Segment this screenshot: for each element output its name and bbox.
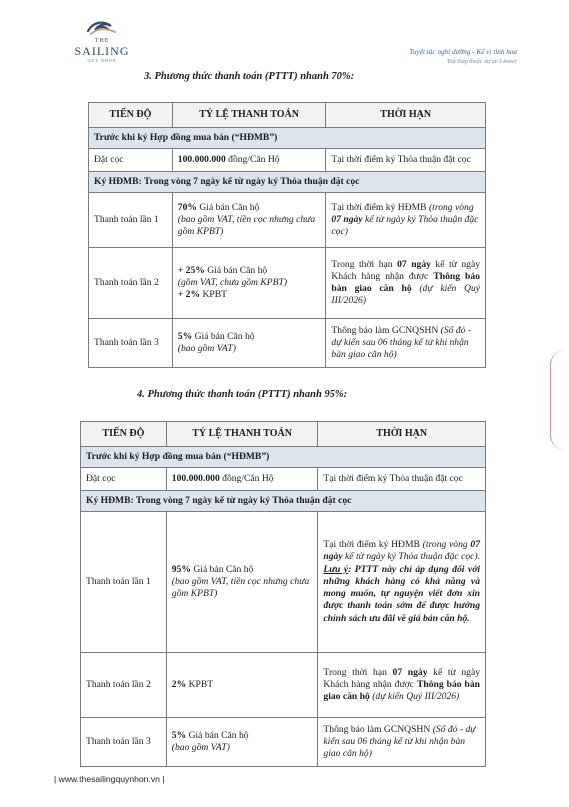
brand-logo [62,18,142,63]
rate-cell: + 25% Giá bán Căn hộ (gồm VAT, chưa gồm KPBT) + 2% KPBT [172,248,326,319]
brand-name: SAILING [74,44,130,58]
pre-contract-row [81,447,486,468]
header-progress: TIẾN ĐỘ [81,422,167,447]
header-rate: TỶ LỆ THANH TOÁN [172,103,326,128]
header-deadline: THỜI HẠN [326,103,486,128]
tagline-line2: Toà tháp thuộc dự án I-tower [446,59,517,65]
deadline-cell: Trong thời hạn 07 ngày kể từ ngày Khách hàng nhận được Thông báo bàn giao căn hộ (dự kiến Quý III/2026) [318,653,486,718]
rate-cell: 5% Giá bán Căn hộ (bao gồm VAT) [172,319,326,368]
section-4-heading: 4. Phương thức thanh toán (PTTT) nhanh 95%: [137,389,348,400]
deadline-cell: Tại thời điểm ký HĐMB (trong vòng 07 ngày kể từ ngày ký Thỏa thuận đặc cọc). Lưu ý: PTTT này chỉ áp dụng đối với những khách hàng có khả năng và mong muốn, tự nguyện viết đơn xin được thanh toán sớm để được hưởng chính sách ưu đãi về giá bán căn hộ. [318,512,486,653]
table-row [89,248,486,319]
table-row [81,512,486,653]
tagline [409,47,517,67]
pre-contract-label: Trước khi ký Hợp đồng mua bán (“HĐMB”) [81,447,486,468]
table-row [89,193,486,248]
deposit-deadline: Tại thời điểm ký Thỏa thuận đặt cọc [318,468,486,491]
stage-label: Thanh toán lần 2 [81,653,167,718]
deposit-stage: Đặt cọc [89,149,173,172]
stage-label: Thanh toán lần 2 [89,248,173,319]
deadline-cell: Thông báo làm GCNQSHN (Sổ đỏ - dự kiến sau 06 tháng kể từ khi nhận bàn giao căn hộ) [326,319,486,368]
payment-table-95 [80,421,486,767]
tagline-line1: Tuyệt tác nghỉ dưỡng - Kế vị tinh hoa [409,48,517,56]
payment-table-70 [88,102,486,368]
sign-contract-row [89,172,486,193]
stage-label: Thanh toán lần 1 [81,512,167,653]
pre-contract-label: Trước khi ký Hợp đồng mua bán (“HĐMB”) [89,128,486,149]
header-rate: TỶ LỆ THANH TOÁN [166,422,318,447]
section-3-heading: 3. Phương thức thanh toán (PTTT) nhanh 70%: [144,71,355,82]
deadline-cell: Tại thời điểm ký HĐMB (trong vòng 07 ngày kể từ ngày ký Thỏa thuận đặc cọc) [326,193,486,248]
sign-contract-label: Ký HĐMB: Trong vòng 7 ngày kể từ ngày ký Thỏa thuận đặt cọc [89,172,486,193]
table-row [89,319,486,368]
stage-label: Thanh toán lần 3 [89,319,173,368]
deposit-deadline: Tại thời điểm ký Thỏa thuận đặt cọc [326,149,486,172]
rate-cell: 95% Giá bán Căn hộ (bao gồm VAT, tiền cọc nhưng chưa gồm KPBT) [166,512,318,653]
sign-contract-label: Ký HĐMB: Trong vòng 7 ngày kể từ ngày ký Thỏa thuận đặt cọc [81,491,486,512]
header-progress: TIẾN ĐỘ [89,103,173,128]
stage-label: Thanh toán lần 1 [89,193,173,248]
wave-logo-icon [85,18,119,38]
stage-label: Thanh toán lần 3 [81,718,167,767]
table-row [81,653,486,718]
brand-the: THE [94,38,110,44]
website-footer[interactable]: | www.thesailingquynhon.vn | [54,774,165,784]
deposit-stage: Đặt cọc [81,468,167,491]
deposit-amount: 100.000.000 đồng/Căn Hộ [166,468,318,491]
sign-contract-row [81,491,486,512]
header-deadline: THỜI HẠN [318,422,486,447]
table-row [81,718,486,767]
deadline-cell: Trong thời hạn 07 ngày kể từ ngày Khách hàng nhận được Thông báo bàn giao căn hộ (dự kiến Quý III/2026) [326,248,486,319]
deadline-cell: Thông báo làm GCNQSHN (Sổ đỏ - dự kiến sau 06 tháng kể từ khi nhận bàn giao căn hộ) [318,718,486,767]
table-header-row [81,422,486,447]
brand-sub: QUY NHON [87,58,117,63]
rate-cell: 70% Giá bán Căn hộ (bao gồm VAT, tiền cọc nhưng chưa gồm KPBT) [172,193,326,248]
pre-contract-row [89,128,486,149]
deposit-amount: 100.000.000 đồng/Căn Hộ [172,149,326,172]
rate-cell: 5% Giá bán Căn hộ (bao gồm VAT) [166,718,318,767]
deposit-row [89,149,486,172]
official-stamp-fragment [551,352,569,448]
table-header-row [89,103,486,128]
rate-cell: 2% KPBT [166,653,318,718]
deposit-row [81,468,486,491]
